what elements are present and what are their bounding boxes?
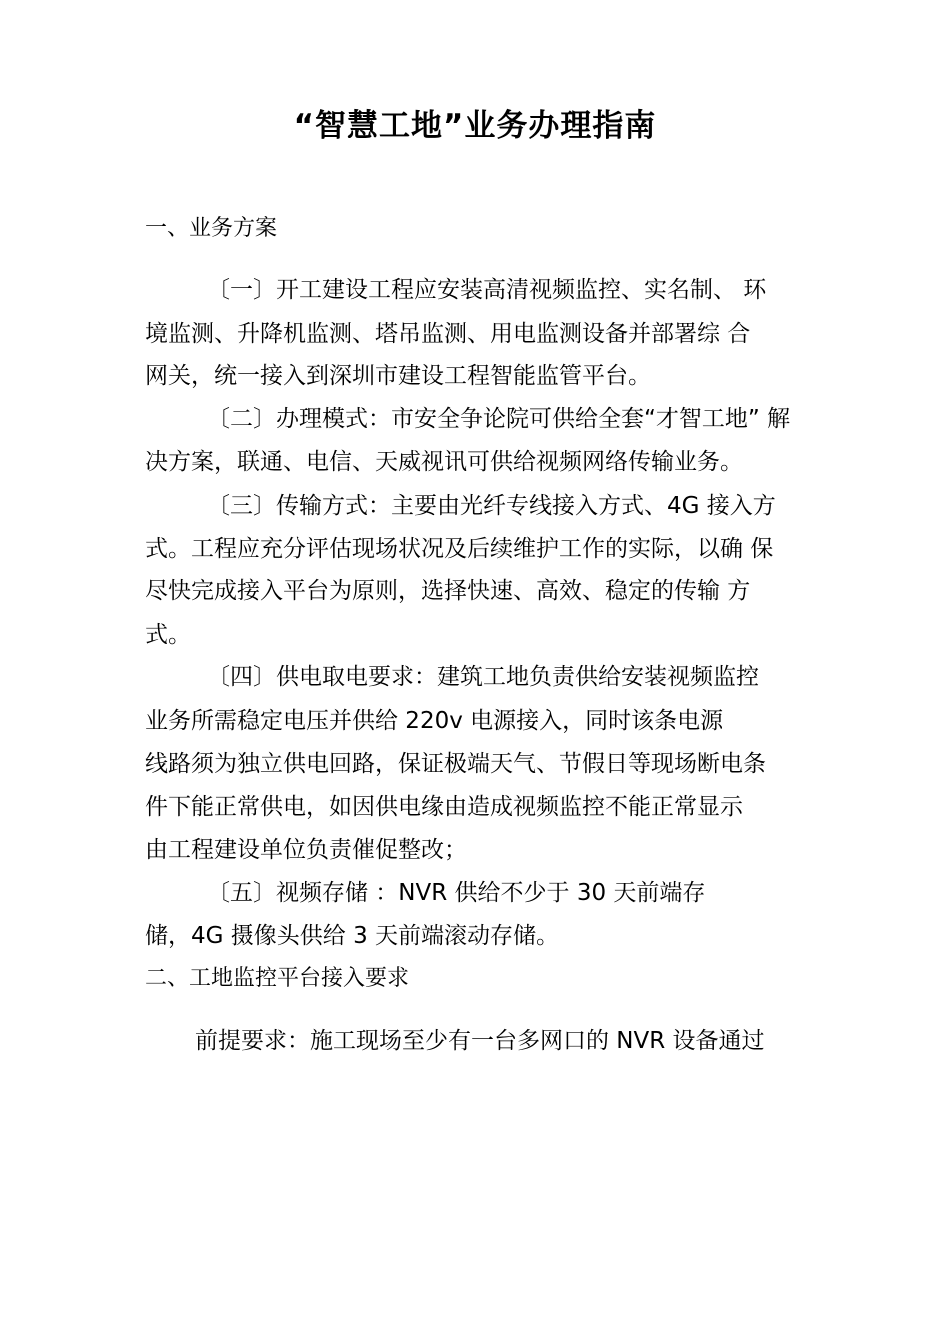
section-heading-1: 一、业务方案 [145, 216, 278, 241]
paragraph-4-line-3: 线路须为独立供电回路，保证极端天气、节假日等现场断电条 [145, 751, 766, 777]
paragraph-4-line-1: 〔四〕供电取电要求：建筑工地负责供给安装视频监控 [207, 664, 759, 690]
paragraph-1-line-3: 网关，统一接入到深圳市建设工程智能监管平台。 [145, 363, 651, 389]
section-heading-2: 二、工地监控平台接入要求 [145, 966, 410, 991]
paragraph-2-line-2: 决方案，联通、电信、天威视讯可供给视频网络传输业务。 [145, 449, 743, 475]
document-title: “智慧工地”业务办理指南 [293, 108, 657, 144]
paragraph-4-line-4: 件下能正常供电，如因供电缘由造成视频监控不能正常显示 [145, 794, 743, 820]
paragraph-3-line-1: 〔三〕传输方式：主要由光纤专线接入方式、4G 接入方 [207, 493, 776, 519]
paragraph-4-line-2: 业务所需稳定电压并供给 220v 电源接入，同时该条电源 [145, 708, 724, 734]
paragraph-6-line-1: 前提要求：施工现场至少有一台多网口的 NVR 设备通过 [195, 1028, 765, 1054]
paragraph-5-line-2: 储，4G 摄像头供给 3 天前端滚动存储。 [145, 923, 560, 949]
paragraph-1-line-2: 境监测、升降机监测、塔吊监测、用电监测设备并部署综 合 [145, 321, 751, 347]
paragraph-1-line-1: 〔一〕开工建设工程应安装高清视频监控、实名制、 环 [207, 277, 767, 303]
paragraph-3-line-2: 式。工程应充分评估现场状况及后续维护工作的实际，以确 保 [145, 536, 774, 562]
paragraph-5-line-1: 〔五〕视频存储 ：NVR 供给不少于 30 天前端存 [207, 880, 706, 906]
paragraph-2-line-1: 〔二〕办理模式：市安全争论院可供给全套“才智工地” 解 [207, 406, 791, 432]
paragraph-3-line-3: 尽快完成接入平台为原则，选择快速、高效、稳定的传输 方 [145, 578, 751, 604]
paragraph-4-line-5: 由工程建设单位负责催促整改； [145, 837, 467, 863]
paragraph-3-line-4: 式。 [145, 622, 191, 648]
